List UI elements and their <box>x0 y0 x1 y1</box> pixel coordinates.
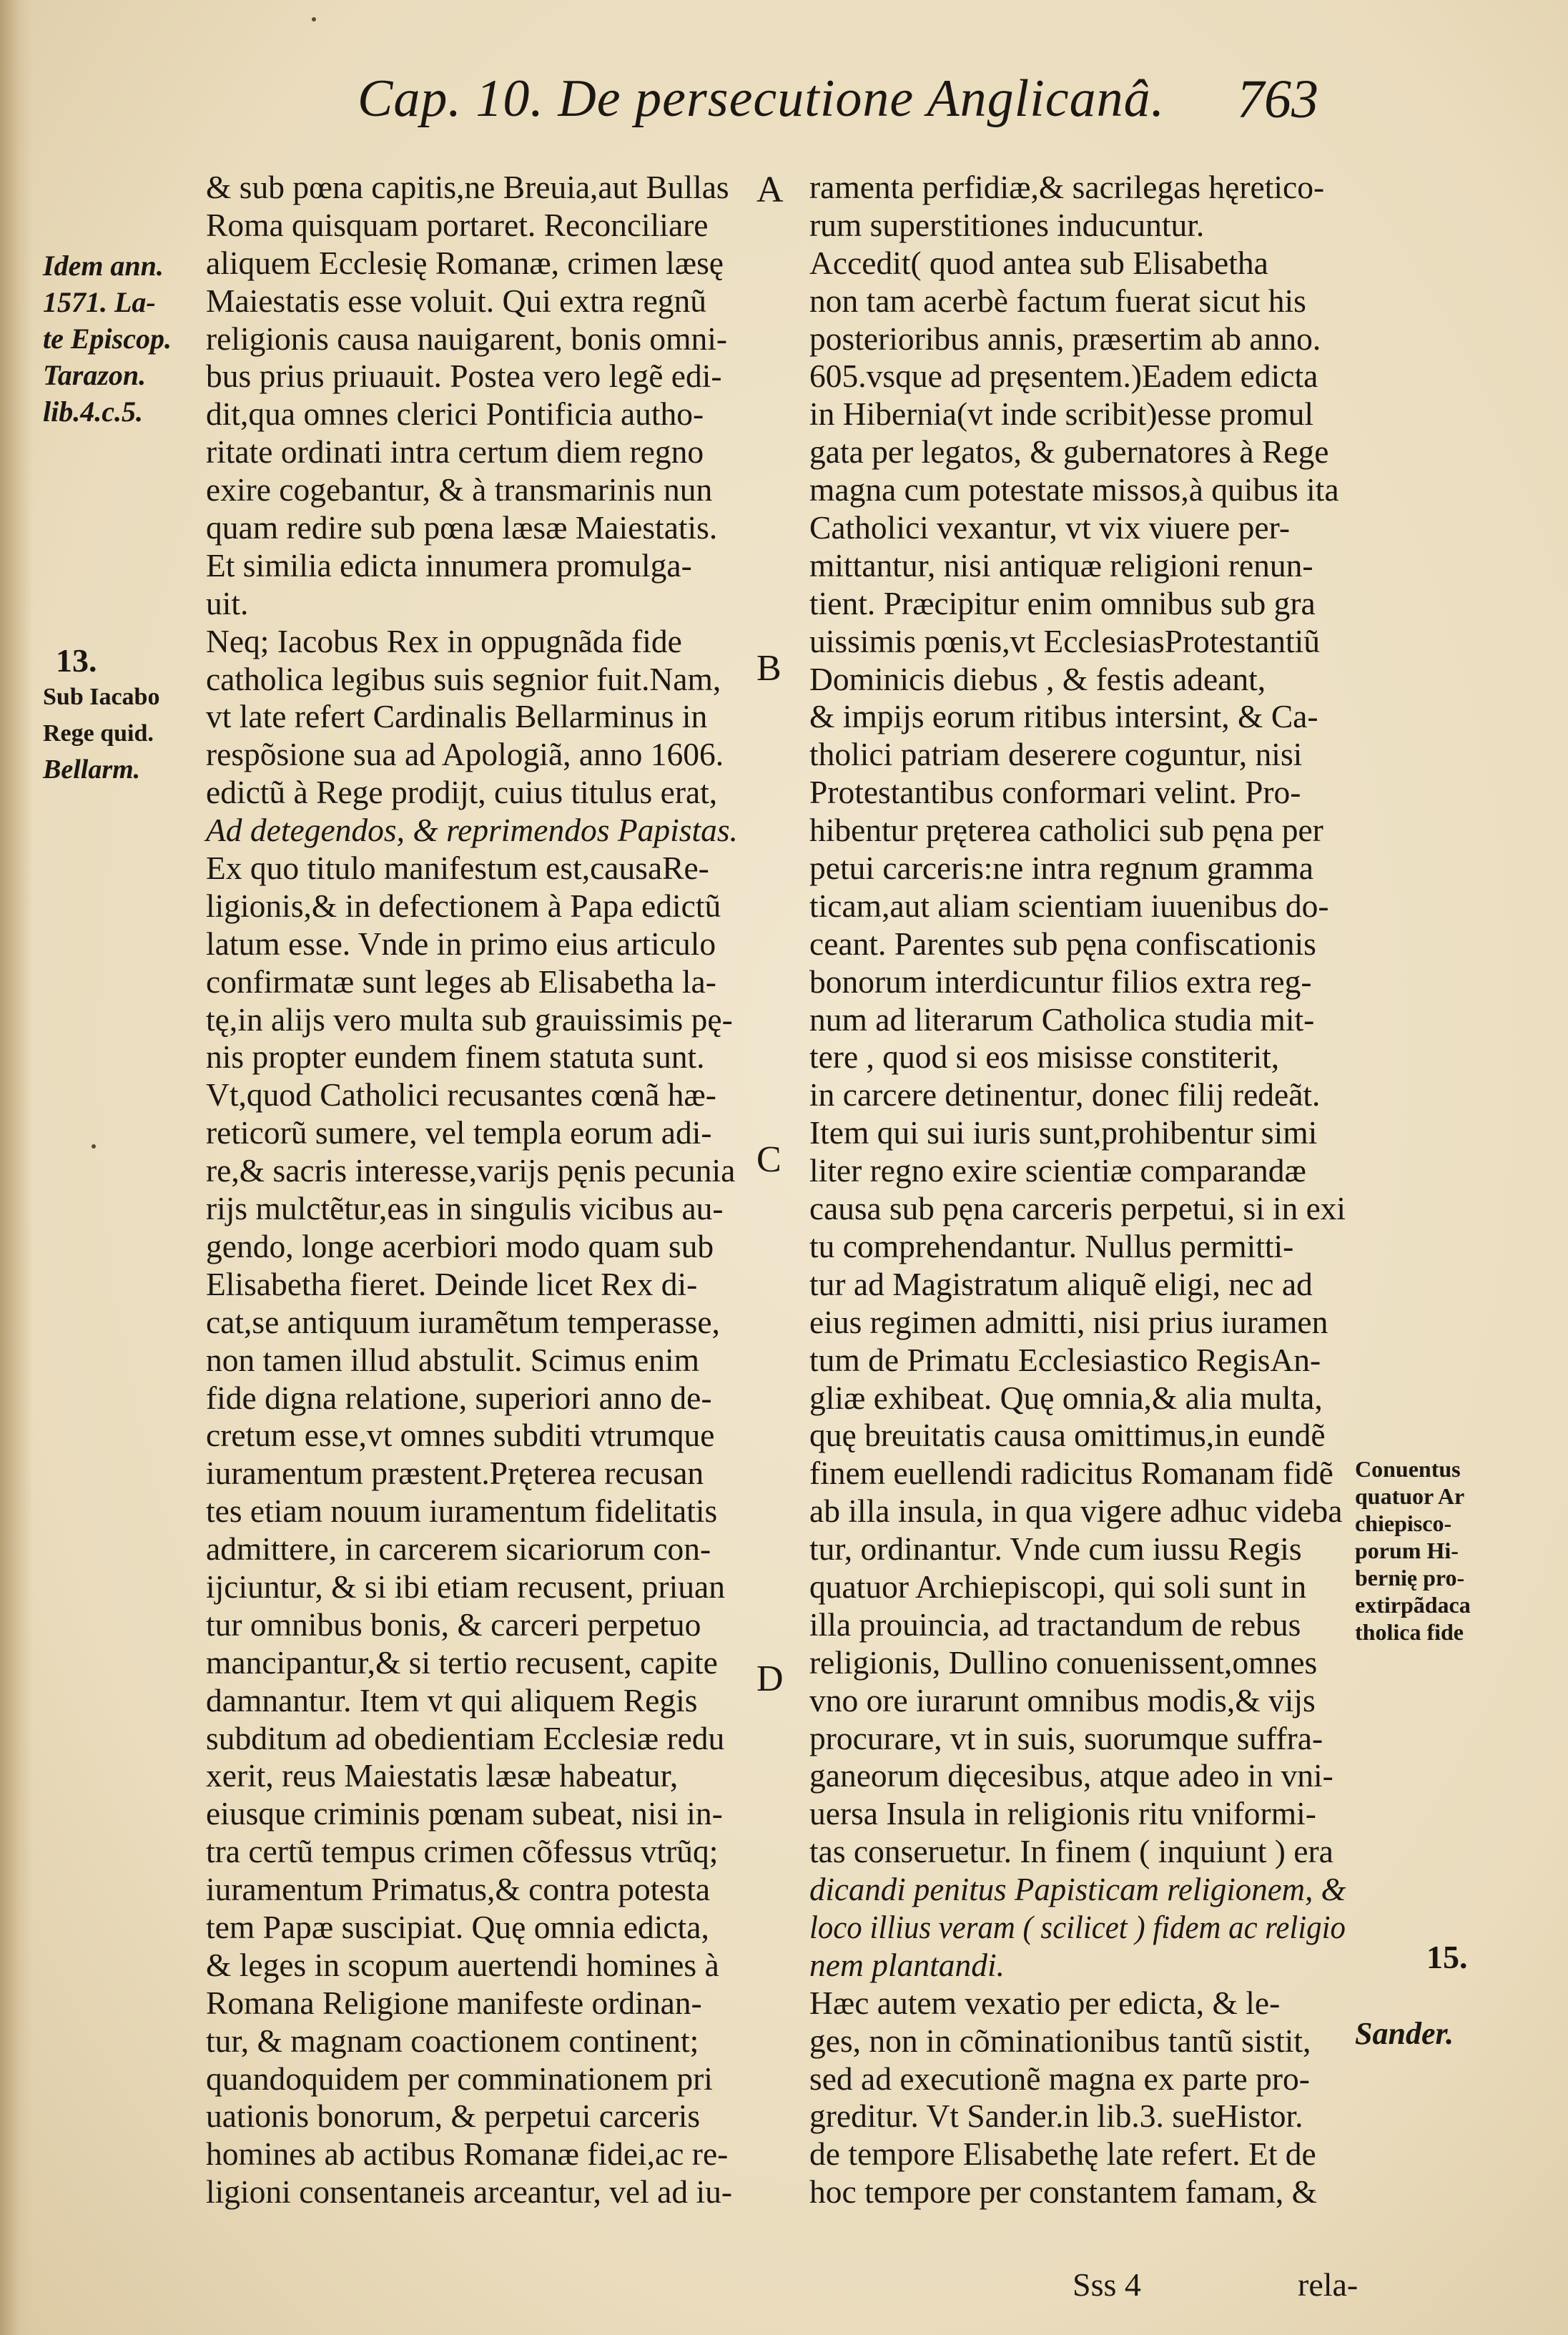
margin-note-line: tholica fide <box>1355 1619 1464 1645</box>
text-column-right <box>809 169 1346 2211</box>
text-line: 605.vsque ad pręsentem.)Eadem edicta <box>809 358 1318 395</box>
margin-note-line: Bellarm. <box>43 754 141 785</box>
page-number: 763 <box>1237 69 1318 129</box>
text-line: Neq; Iacobus Rex in oppugnãda fide <box>206 622 682 659</box>
text-line: gendo, longe acerbiori modo quam sub <box>206 1227 714 1264</box>
text-line: mittantur, nisi antiquæ religioni renun- <box>809 546 1313 584</box>
text-line: hoc tempore per constantem famam, & <box>809 2173 1318 2211</box>
text-line: latum esse. Vnde in primo eius articulo <box>206 925 716 962</box>
text-line: tes etiam nouum iuramentum fidelitatis <box>206 1493 718 1530</box>
margin-note-line: Rege quid. <box>43 720 154 747</box>
text-line: procurare, vt in suis, suorumque suffra- <box>809 1719 1323 1756</box>
text-line: quę breuitatis causa omittimus,in eundẽ <box>809 1417 1326 1454</box>
text-line: non tamen illud abstulit. Scimus enim <box>206 1341 700 1378</box>
section-number: 15. <box>1426 1939 1468 1975</box>
text-line: tur, ordinantur. Vnde cum iussu Regis <box>809 1530 1302 1568</box>
text-line: greditur. Vt Sander.in lib.3. sueHistor. <box>809 2098 1303 2135</box>
text-line: ritate ordinati intra certum diem regno <box>206 433 704 471</box>
page-binding-edge <box>0 0 33 2335</box>
text-line: Protestantibus conformari velint. Pro- <box>809 774 1301 811</box>
text-column-left <box>206 169 778 2211</box>
text-line: Roma quisquam portaret. Reconciliare <box>206 206 709 243</box>
section-letter-c: C <box>756 1139 781 1180</box>
text-line: respõsione sua ad Apologiã, anno 1606. <box>206 736 724 773</box>
text-line: tas conseruetur. In finem ( inquiunt ) era <box>809 1833 1333 1870</box>
ink-speck <box>92 1144 96 1149</box>
text-line: tient. Præcipitur enim omnibus sub gra <box>809 584 1316 621</box>
text-line: finem euellendi radicitus Romanam fidẽ <box>809 1455 1333 1492</box>
ink-speck <box>312 17 316 21</box>
text-line: tum de Primatu Ecclesiastico RegisAn- <box>809 1341 1321 1378</box>
margin-note-line: bernię pro- <box>1355 1565 1465 1591</box>
text-line: illa prouincia, ad tractandum de rebus <box>809 1606 1301 1643</box>
margin-note-line: Tarazon. <box>43 359 147 391</box>
text-line: gata per legatos, & gubernatores à Rege <box>809 433 1329 471</box>
text-line: tu comprehendantur. Nullus permitti- <box>809 1227 1294 1264</box>
text-line: & leges in scopum auertendi homines à <box>206 1946 719 1983</box>
section-letter-b: B <box>756 648 781 689</box>
text-line: & sub pœna capitis,ne Breuia,aut Bullas <box>206 169 729 205</box>
text-line: homines ab actibus Romanæ fidei,ac re- <box>206 2135 729 2173</box>
text-line: Dominicis diebus , & festis adeant, <box>809 660 1266 697</box>
left-margin-note-1 <box>43 247 207 430</box>
margin-note-line: quatuor Ar <box>1355 1483 1465 1509</box>
text-line: religionis causa nauigarent, bonis omni- <box>206 320 728 357</box>
section-letter-d: D <box>756 1658 784 1699</box>
text-line: tere , quod si eos misisse constiterit, <box>809 1038 1280 1076</box>
text-line: uissimis pœnis,vt EcclesiasProtestantiũ <box>809 622 1321 659</box>
text-line: confirmatæ sunt leges ab Elisabetha la- <box>206 963 716 1000</box>
text-line: Romana Religione manifeste ordinan- <box>206 1984 702 2021</box>
text-line: posterioribus annis, præsertim ab anno. <box>809 320 1321 357</box>
text-line: loco illius veram ( scilicet ) fidem ac religio <box>809 1908 1346 1945</box>
text-line: edictũ à Rege prodijt, cuius titulus erat, <box>206 774 718 811</box>
text-line: dit,qua omnes clerici Pontificia autho- <box>206 395 704 433</box>
text-line: bus prius priuauit. Postea vero legẽ edi- <box>206 358 722 395</box>
text-line: ticam,aut aliam scientiam iuuenibus do- <box>809 887 1329 924</box>
text-line: quatuor Archiepiscopi, qui soli sunt in <box>809 1568 1307 1605</box>
text-line: ges, non in cõminationibus tantũ sistit, <box>809 2022 1311 2059</box>
text-line: sed ad executionẽ magna ex parte pro- <box>809 2060 1310 2097</box>
text-line: hibentur pręterea catholici sub pęna per <box>809 812 1323 849</box>
text-line: eius regimen admitti, nisi prius iuramen <box>809 1303 1328 1340</box>
text-line: rijs mulctẽtur,eas in singulis vicibus au- <box>206 1190 724 1227</box>
margin-note-line: chiepisco- <box>1355 1510 1452 1536</box>
text-line: tur ad Magistratum aliquẽ eligi, nec ad <box>809 1265 1313 1302</box>
text-line: Item qui sui iuris sunt,prohibentur simi <box>809 1114 1318 1151</box>
text-line: quandoquidem per comminationem pri <box>206 2060 713 2097</box>
text-line: liter regno exire scientiæ comparandæ <box>809 1152 1306 1189</box>
text-line: tę,in alijs vero multa sub grauissimis pę- <box>206 1001 733 1038</box>
text-line: Elisabetha fieret. Deinde licet Rex di- <box>206 1265 698 1302</box>
right-margin-note <box>1355 1455 1519 1646</box>
text-line: cretum esse,vt omnes subditi vtrumque <box>206 1417 715 1454</box>
text-line: Accedit( quod antea sub Elisabetha <box>809 244 1268 281</box>
text-line: re,& sacris interesse,varijs pęnis pecunia <box>206 1152 736 1189</box>
text-line: petui carceris:ne intra regnum gramma <box>809 850 1313 887</box>
left-margin-note-2 <box>43 642 207 788</box>
text-line: tholici patriam deserere coguntur, nisi <box>809 736 1303 773</box>
text-line: Hæc autem vexatio per edicta, & le- <box>809 1984 1281 2021</box>
section-number: 13. <box>56 642 97 679</box>
text-line: ligioni consentaneis arceantur, vel ad iu- <box>206 2173 733 2211</box>
text-line: uersa Insula in religionis ritu vniformi- <box>809 1795 1316 1832</box>
text-line: magna cum potestate missos,à quibus ita <box>809 471 1339 508</box>
text-line: catholica legibus suis segnior fuit.Nam, <box>206 660 721 697</box>
text-line: nem plantandi. <box>809 1946 1005 1983</box>
text-line: admittere, in carcerem sicariorum con- <box>206 1530 711 1568</box>
text-line: tra certũ tempus crimen cõfessus vtrũq; <box>206 1833 719 1870</box>
margin-note-line: te Episcop. <box>43 323 172 355</box>
margin-note-line: lib.4.c.5. <box>43 395 143 428</box>
text-line: eiusque criminis pœnam subeat, nisi in- <box>206 1795 723 1832</box>
text-line: religionis, Dullino conuenissent,omnes <box>809 1643 1318 1681</box>
text-line: bonorum interdicuntur filios extra reg- <box>809 963 1312 1000</box>
text-line: iuramentum præstent.Pręterea recusan <box>206 1455 704 1492</box>
text-line: causa sub pęna carceris perpetui, si in exi <box>809 1190 1346 1227</box>
running-head: Cap. 10. De persecutione Anglicanâ. <box>358 69 1165 128</box>
text-line: uit. <box>206 584 249 621</box>
text-line: non tam acerbè factum fuerat sicut his <box>809 282 1306 319</box>
text-line: Ad detegendos, & reprimendos Papistas. <box>206 812 738 849</box>
text-line: quam redire sub pœna læsæ Maiestatis. <box>206 509 718 546</box>
text-line: Maiestatis esse voluit. Qui extra regnũ <box>206 282 707 319</box>
text-line: reticorũ sumere, vel templa eorum adi- <box>206 1114 712 1151</box>
text-line: & impijs eorum ritibus intersint, & Ca- <box>809 698 1318 735</box>
text-line: aliquem Ecclesię Romanæ, crimen læsę <box>206 244 724 281</box>
text-line: mancipantur,& si tertio recusent, capite <box>206 1643 718 1681</box>
text-line: ramenta perfidiæ,& sacrilegas hęretico- <box>809 169 1325 205</box>
page-header <box>0 69 1568 147</box>
text-line: tem Papæ suscipiat. Quę omnia edicta, <box>206 1908 709 1945</box>
text-line: vno ore iurarunt omnibus modis,& vijs <box>809 1681 1316 1719</box>
source-note: Sander. <box>1355 2016 1454 2051</box>
text-line: damnantur. Item vt qui aliquem Regis <box>206 1681 698 1719</box>
text-line: tur, & magnam coactionem continent; <box>206 2022 699 2059</box>
signature-mark: Sss 4 <box>1073 2266 1141 2303</box>
text-line: ceant. Parentes sub pęna confiscationis <box>809 925 1316 962</box>
text-line: iuramentum Primatus,& contra potesta <box>206 1871 711 1908</box>
text-line: num ad literarum Catholica studia mit- <box>809 1001 1315 1038</box>
text-line: gliæ exhibeat. Quę omnia,& alia multa, <box>809 1379 1323 1416</box>
text-line: in Hibernia(vt inde scribit)esse promul <box>809 395 1314 433</box>
text-line: de tempore Elisabethę late refert. Et de <box>809 2135 1316 2173</box>
text-line: rum superstitiones inducuntur. <box>809 206 1205 243</box>
text-line: subditum ad obedientiam Ecclesiæ redu <box>206 1719 725 1756</box>
margin-note-line: Idem ann. <box>43 250 164 282</box>
text-line: dicandi penitus Papisticam religionem, & <box>809 1871 1346 1908</box>
text-line: uationis bonorum, & perpetui carceris <box>206 2098 701 2135</box>
text-line: fide digna relatione, superiori anno de- <box>206 1379 712 1416</box>
text-line: Et similia edicta innumera promulga- <box>206 546 692 584</box>
text-line: in carcere detinentur, donec filij redeãt. <box>809 1076 1321 1114</box>
section-letter-a: A <box>756 169 784 210</box>
margin-note-line: extirpãdaca <box>1355 1592 1471 1618</box>
text-line: tur omnibus bonis, & carceri perpetuo <box>206 1606 701 1643</box>
margin-note-line: 1571. La- <box>43 286 156 318</box>
text-line: Vt,quod Catholici recusantes cœnã hæ- <box>206 1076 716 1114</box>
text-line: ligionis,& in defectionem à Papa edictũ <box>206 887 721 924</box>
text-line: Ex quo titulo manifestum est,causaRe- <box>206 850 709 887</box>
text-line: Catholici vexantur, vt vix viuere per- <box>809 509 1290 546</box>
catchword: rela- <box>1298 2266 1359 2303</box>
margin-note-line: Sub Iacabo <box>43 684 160 710</box>
text-line: nis propter eundem finem statuta sunt. <box>206 1038 705 1076</box>
margin-note-line: porum Hi- <box>1355 1538 1459 1563</box>
margin-note-line: Conuentus <box>1355 1456 1461 1482</box>
text-line: ab illa insula, in qua vigere adhuc videba <box>809 1493 1343 1530</box>
text-line: ijciuntur, & si ibi etiam recusent, priuan <box>206 1568 726 1605</box>
text-line: cat,se antiquum iuramẽtum temperasse, <box>206 1303 720 1340</box>
text-line: exire cogebantur, & à transmarinis nun <box>206 471 713 508</box>
text-line: xerit, reus Maiestatis læsæ habeatur, <box>206 1757 679 1794</box>
text-line: vt late refert Cardinalis Bellarminus in <box>206 698 708 735</box>
text-line: ganeorum dięcesibus, atque adeo in vni- <box>809 1757 1333 1794</box>
